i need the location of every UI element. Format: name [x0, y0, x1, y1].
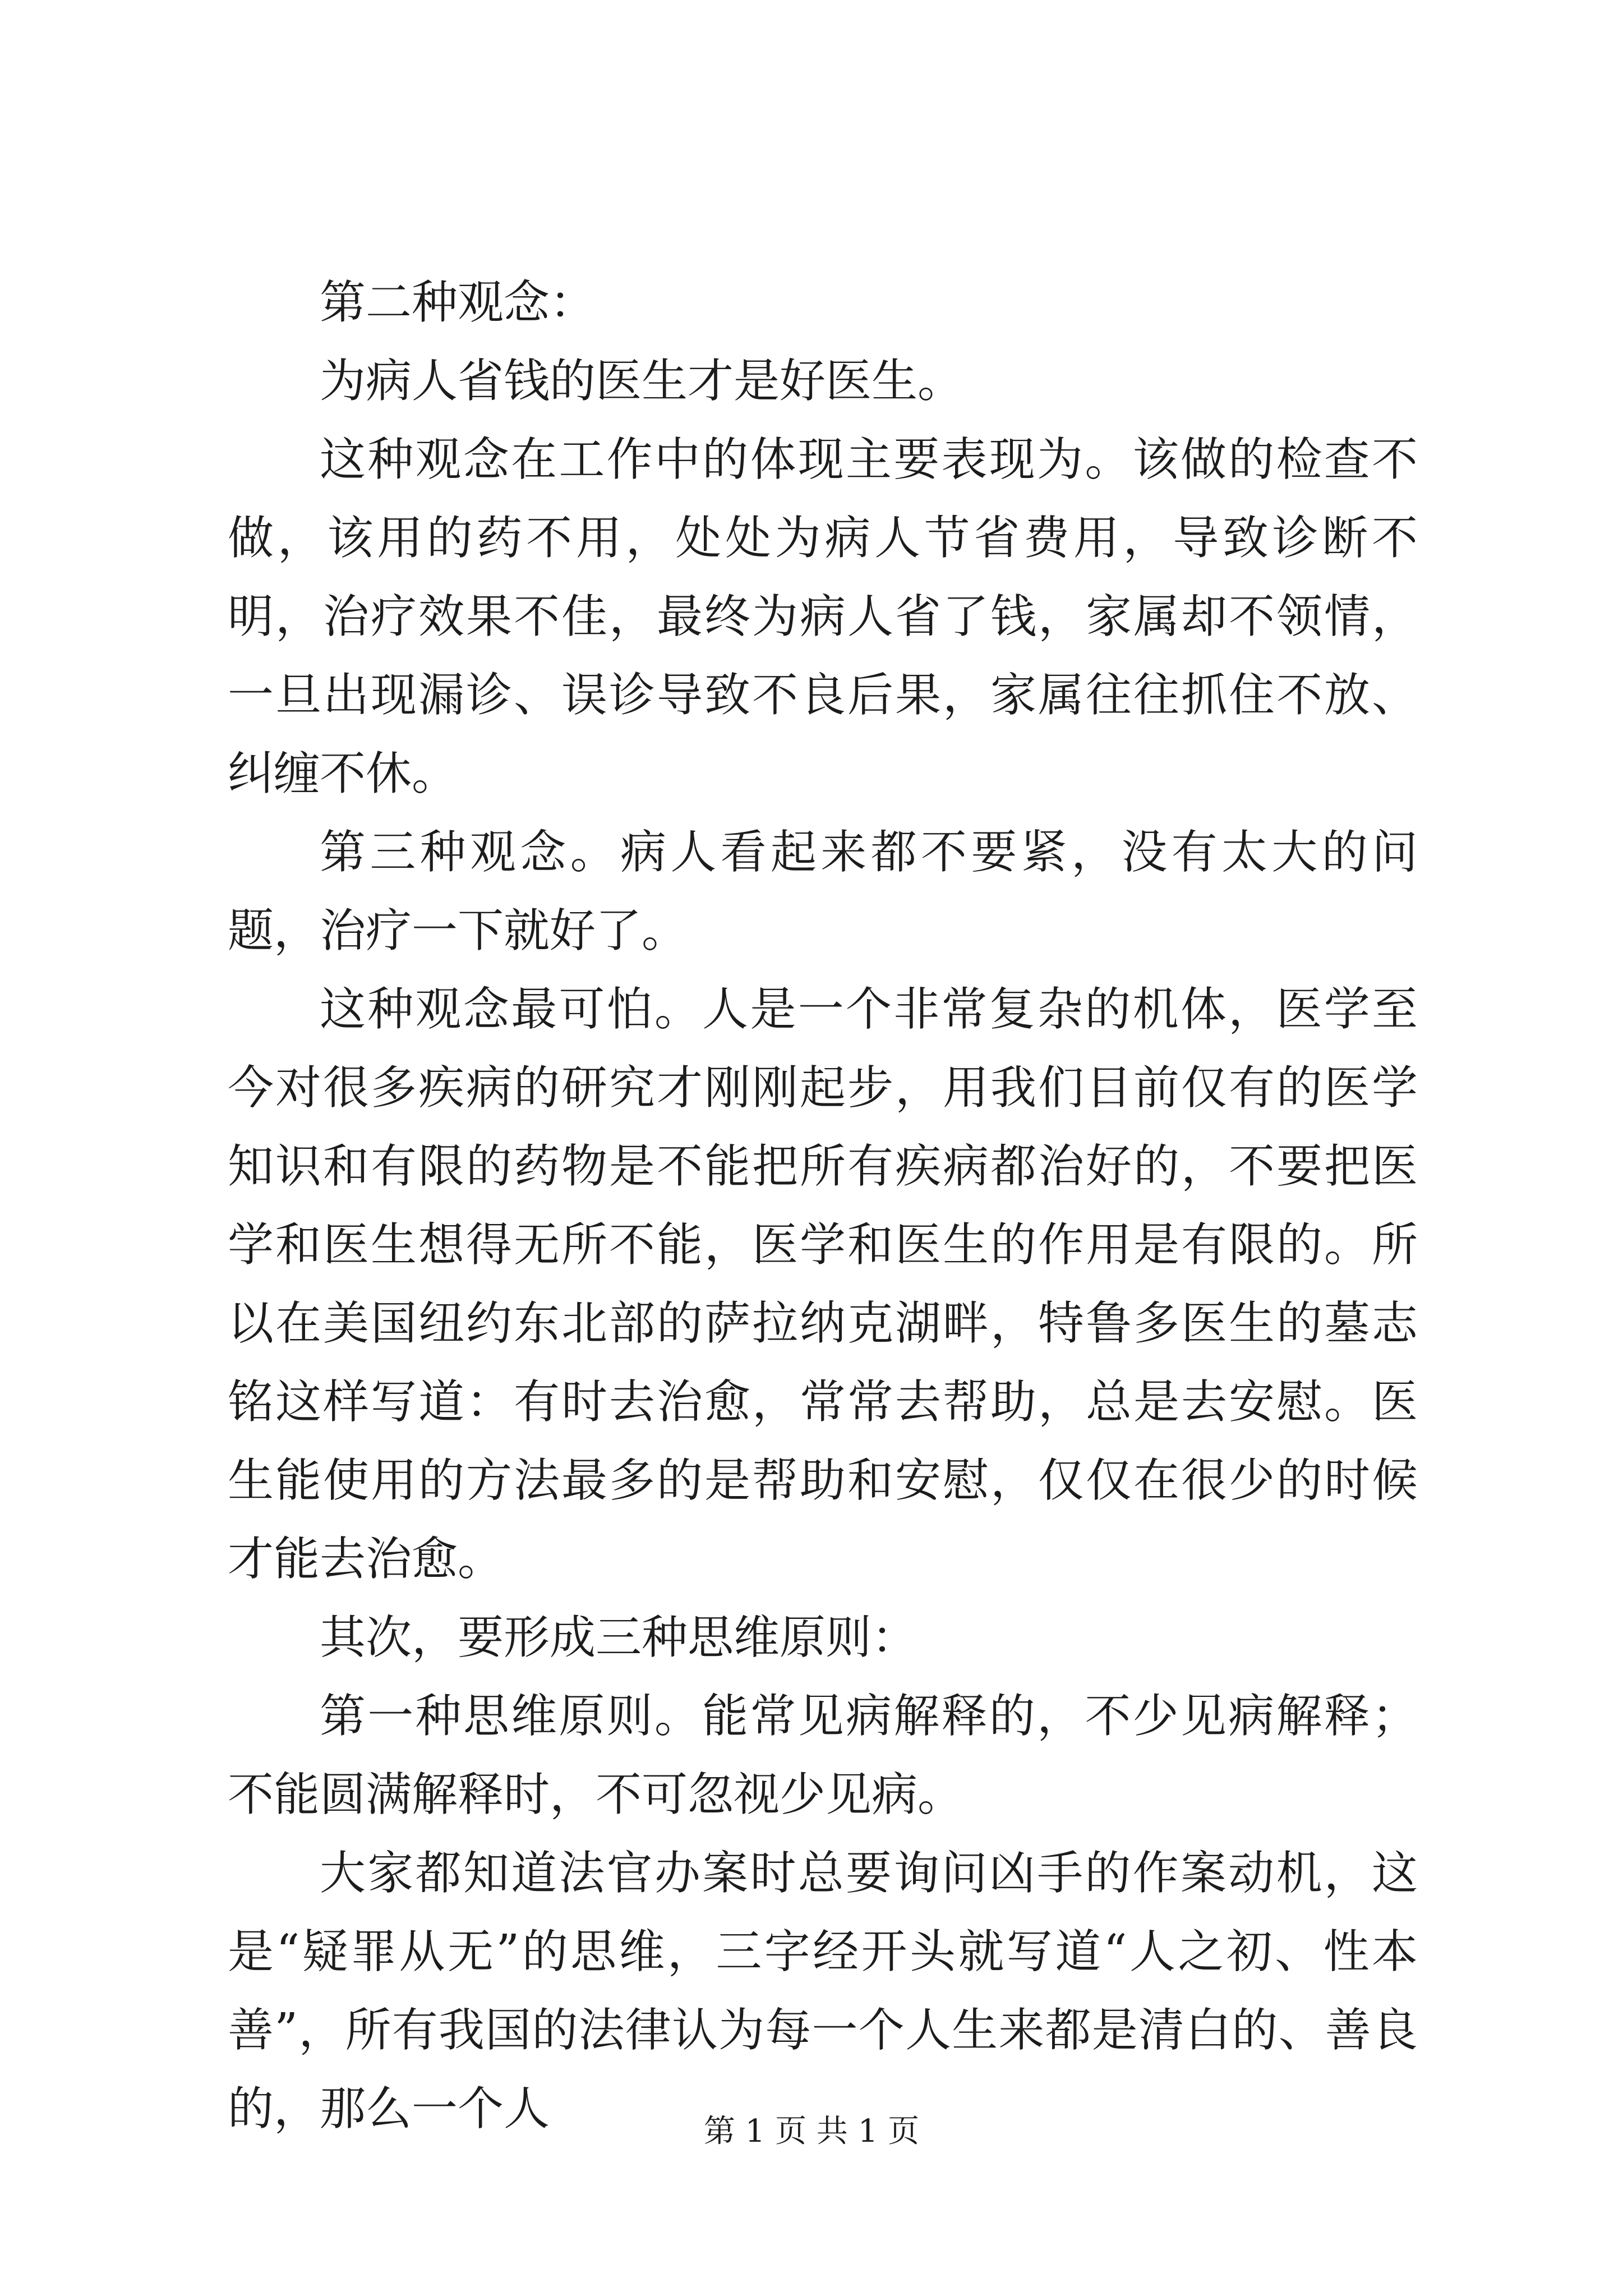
document-body [228, 264, 1418, 2148]
paragraph: 其次，要形成三种思维原则： [320, 1611, 918, 1664]
paragraph: 为病人省钱的医生才是好医生。 [320, 355, 964, 408]
page-footer: 第 1 页 共 1 页 [703, 2113, 920, 2150]
paragraph: 第二种观念： [320, 276, 596, 329]
paragraph: 大家都知道法官办案时总要询问凶手的作案动机，这是“疑罪从无”的思维，三字经开头就写道“人之初、性本善”，所有我国的法律认为每一个人生来都是清白的、善良的，那么一个人 [228, 1847, 1418, 2136]
paragraph: 这种观念最可怕。人是一个非常复杂的机体，医学至今对很多疾病的研究才刚刚起步，用我们目前仅有的医学知识和有限的药物是不能把所有疾病都治好的，不要把医学和医生想得无所不能，医学和医生的作用是有限的。所以在美国纽约东北部的萨拉纳克湖畔，特鲁多医生的墓志铭这样写道：有时去治愈，常常去帮助，总是去安慰。医生能使用的方法最多的是帮助和安慰，仅仅在很少的时候才能去治愈。 [228, 983, 1418, 1586]
paragraph: 第一种思维原则。能常见病解释的，不少见病解释；不能圆满解释时，不可忽视少见病。 [228, 1690, 1418, 1821]
paragraph: 第三种观念。病人看起来都不要紧，没有太大的问题，治疗一下就好了。 [228, 826, 1418, 958]
paragraph: 这种观念在工作中的体现主要表现为。该做的检查不做，该用的药不用，处处为病人节省费用，导致诊断不明，治疗效果不佳，最终为病人省了钱，家属却不领情，一旦出现漏诊、误诊导致不良后果，家属往往抓住不放、纠缠不休。 [228, 433, 1418, 800]
